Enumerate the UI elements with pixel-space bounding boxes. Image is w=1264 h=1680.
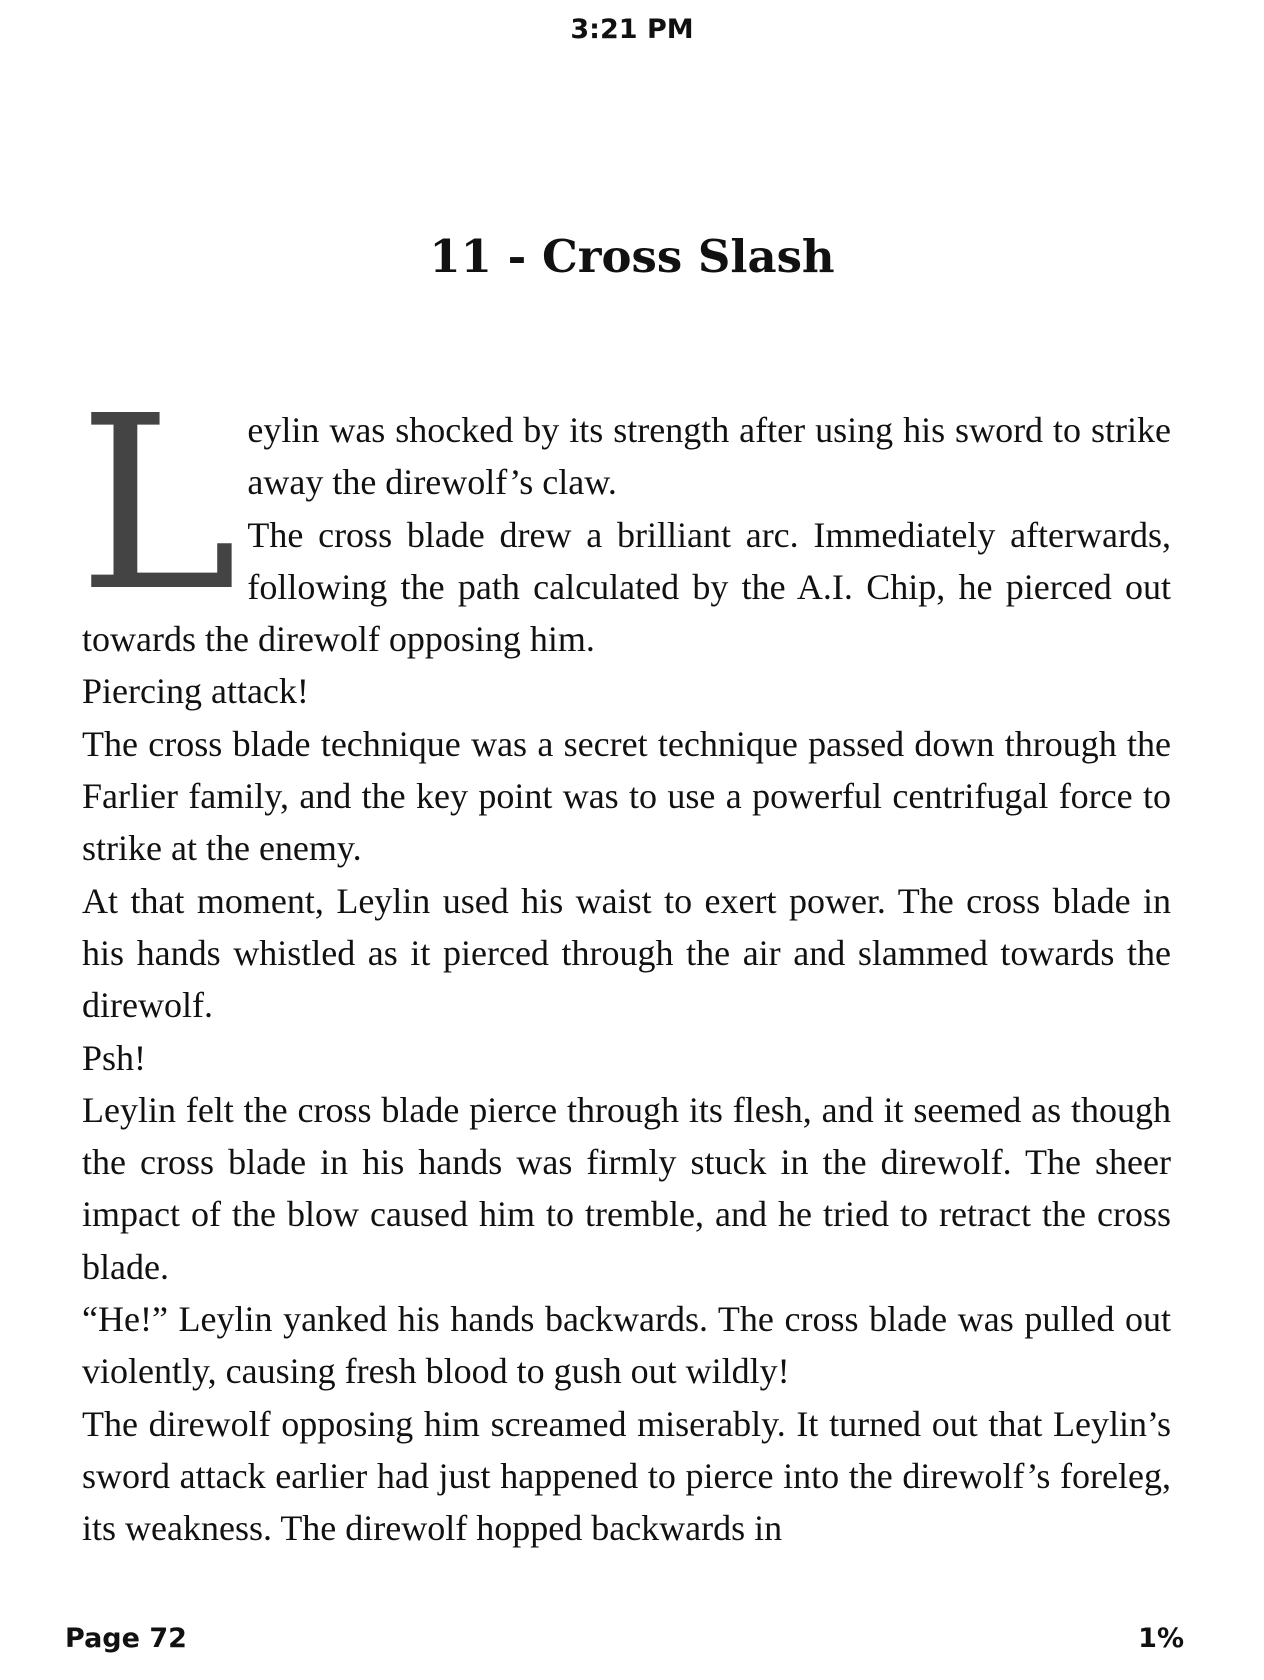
paragraph: Psh! bbox=[82, 1037, 147, 1078]
status-bar-time: 3:21 PM bbox=[570, 14, 694, 45]
drop-cap: L bbox=[78, 364, 238, 644]
paragraph: At that moment, Leylin used his waist to exert power. The cross blade in his hands whistled as it pierced through the air and slammed towards the direwolf. bbox=[82, 880, 1171, 1026]
reading-text[interactable] bbox=[78, 364, 1171, 1555]
paragraph: Piercing attack! bbox=[82, 671, 309, 712]
reading-progress: 1% bbox=[1138, 1623, 1184, 1654]
paragraph: eylin was shocked by its strength after using his sword to strike away the direwolf’s claw. bbox=[247, 410, 1171, 503]
chapter-title: 11 - Cross Slash bbox=[429, 230, 835, 283]
paragraph: Leylin felt the cross blade pierce through its flesh, and it seemed as though the cross blade in his hands was firmly stuck in the direwolf. The sheer impact of the blow caused him to tremble, and he tried to retract the cross blade. bbox=[82, 1089, 1171, 1287]
paragraph: The cross blade drew a brilliant arc. Immediately afterwards, following the path calculated by the A.I. Chip, he pierced out towards the direwolf opposing him. bbox=[82, 514, 1171, 660]
paragraph: The cross blade technique was a secret technique passed down through the Farlier family, and the key point was to use a powerful centrifugal force to strike at the enemy. bbox=[82, 723, 1171, 869]
paragraph: “He!” Leylin yanked his hands backwards. The cross blade was pulled out violently, causing fresh blood to gush out wildly! bbox=[82, 1299, 1171, 1392]
page-number: Page 72 bbox=[65, 1623, 187, 1654]
paragraph: The direwolf opposing him screamed miserably. It turned out that Leylin’s sword attack earlier had just happened to pierce into the direwolf’s foreleg, its weakness. The direwolf hopped backwards in bbox=[82, 1403, 1171, 1549]
